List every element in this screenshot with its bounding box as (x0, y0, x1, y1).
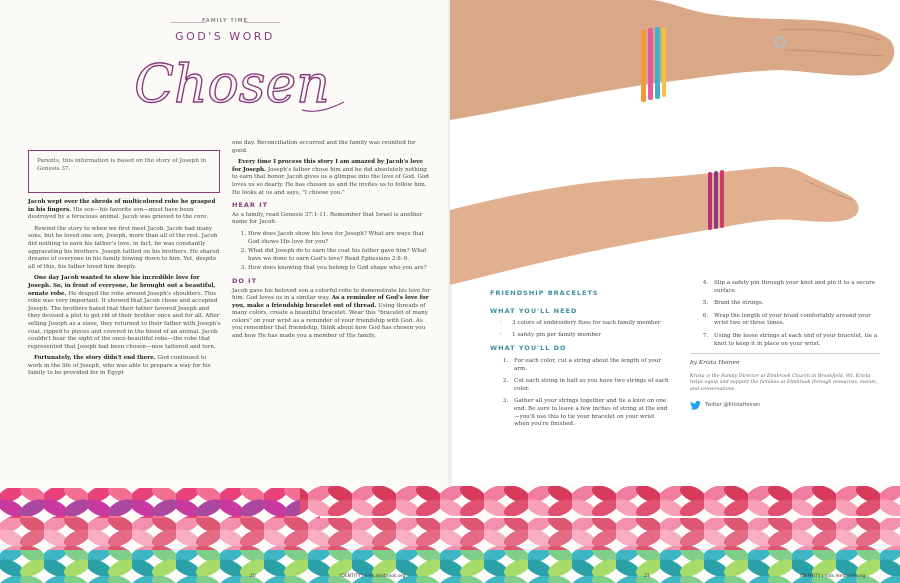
story-p1-text: His son—his favorite son—must have been destroyed by a ferocious animal. Jacob was grieved to the core. (28, 206, 209, 221)
adult-bracelet-yellow (662, 27, 666, 97)
author-bio: Krista is the Family Director at Elmbrook Church in Brookfield, WI. Krista helps equip and support the families at Elmbrook through resources, events, and conversations. (690, 373, 878, 392)
braid-teal-green (0, 550, 900, 583)
parent-note-callout: Parents, this information is based on the story of Joseph in Genesis 37. (28, 150, 220, 193)
twitter-handle: Twitter @KristaHeinen (705, 401, 761, 408)
step-item: 3. Gather all your strings together and tie a knot on one end. Be sure to leave a few inches of string at the end—you'll use this to tie your bracelet on your wrist when you're finished. (510, 398, 670, 428)
do-it-text (232, 288, 432, 341)
supply-item: · 3 colors of embroidery floss for each family member (500, 320, 670, 328)
chosen-title-text: Chosen (134, 55, 330, 115)
steps-list-part-2 (690, 280, 880, 348)
supply-item: · 1 safety pin per family member (500, 332, 670, 340)
story-paragraph-5: one day. Reconciliation occurred and the family was reunited for good. (232, 140, 416, 154)
do-it-text-bold: As a reminder of God's love for you, make a friendship bracelet out of thread. (232, 295, 429, 309)
step-item: 1. For each color, cut a string about the length of your arm. (510, 358, 670, 373)
step-item: 5. Braid the strings. (710, 300, 880, 308)
author-divider (690, 353, 880, 354)
steps-list-part-1 (490, 358, 670, 429)
story-p4-text: God continued to work in the life of Joseph, who was able to prepare a way for his family to be provided for in Egypt (28, 355, 211, 377)
braid-photo-strip (0, 486, 900, 583)
do-it-heading: DO IT (232, 276, 258, 285)
hear-it-heading: HEAR IT (232, 201, 269, 210)
step-item: 7. Using the loose strings at each end of your bracelet, tie a knot to keep it in place on your wrist. (710, 333, 880, 348)
hands-bracelets-photo (450, 0, 900, 285)
story-paragraph-4 (28, 355, 222, 378)
supplies-list (490, 320, 670, 339)
question-item: 2. What did Joseph do to earn the coat his father gave him? What have we done to earn God's love? Read Ephesians 2:8–9. (248, 248, 432, 263)
author-byline: by Krista Heinen (690, 360, 740, 367)
braid-coral (0, 518, 900, 550)
story-column-1 (28, 199, 222, 382)
story-paragraph-3 (28, 275, 222, 351)
do-it-text-1: Jacob gave his beloved son a colorful robe to demonstrate his love for him. God loves us in a similar way. (232, 287, 431, 302)
story-paragraph-2: Rewind the story to when we first meet Jacob. Jacob had many sons, but he loved one son, Joseph, more than all of the rest. Jacob did nothing to earn his father's love, in fact, he was constantly aggravating his brothers. Joseph tattled on his brothers. He shared dreams of everyone in his family bowing down to him. Yet, despite all of this, his father loved him deeply. (28, 225, 220, 270)
story-column-2 (232, 140, 432, 345)
hear-it-intro: As a family, read Genesis 37:1-11. Remember that Israel is another name for Jacob. (232, 211, 423, 226)
child-bracelet-magenta (708, 172, 712, 230)
step-item: 4. Slip a safety pin through your knot and pin it to a secure surface. (710, 280, 880, 295)
bracelet-instructions-column-1 (490, 290, 670, 434)
right-folio-text: IDENTITY | kids.elmbrook.org (800, 574, 866, 579)
bracelets-heading: FRIENDSHIP BRACELETS (490, 289, 599, 297)
story-paragraph-1 (28, 199, 222, 222)
story-p3-bold: One day Jacob wanted to show his incredible love for Joseph. So, in front of everyone, he brought out a beautiful, ornate robe. (28, 275, 216, 297)
section-label: FAMILY TIME (202, 18, 248, 24)
story-p3-text: He draped the robe around Joseph's shoulders. This robe was very important. It showed that Jacob chose and accepted Joseph. The brothers hated that their father favored Joseph and they devised a plot to get rid of their brother once and for all. After selling Joseph as a slave, they returned to their father with Joseph's coat, ripped to pieces and covered in the blood of an animal. Jacob couldn't bear the sight of the once-beautiful robe—the robe that represented that Joseph had been chosen—now tattered and torn. (28, 290, 221, 350)
do-heading: WHAT YOU'LL DO (490, 344, 567, 353)
story-p6-text: Joseph's father chose him and he did absolutely nothing to earn that honor. Jacob gives us a glimpse into the love of God. God loves us so dearly. He has chosen us and He invites us to follow him. He looks at us and says, "I choose you." (232, 166, 429, 196)
adult-bracelet-orange (641, 30, 646, 102)
story-p1-bold: Jacob wept over the shreds of multicolored robe he grasped in his fingers. (28, 199, 216, 213)
story-p6-bold: Every time I process this story I am amazed by Jacob's love for Joseph. (232, 159, 423, 173)
chosen-title (112, 52, 352, 122)
adult-bracelet-teal (655, 27, 660, 99)
section-title: GOD'S WORD (175, 30, 275, 43)
step-item: 2. Cut each string in half so you have two strings of each color. (510, 378, 670, 393)
bracelet-instructions-column-2 (690, 280, 880, 410)
left-page-number: 20 (250, 574, 256, 579)
child-bracelet-pink (720, 170, 724, 228)
right-page-number: 21 (644, 574, 650, 579)
braid-red-pink (300, 486, 900, 516)
braid-purple-pink (0, 488, 320, 518)
do-it-text-2: Using threads of many colors, create a beautiful bracelet. Wear this "bracelet of many colors" on your wrist as a reminder of your friendship with God. As you remember that friendship, think about how God has chosen you and how He has made you a member of His family. (232, 302, 428, 340)
twitter-icon (690, 401, 701, 410)
need-heading: WHAT YOU'LL NEED (490, 306, 578, 315)
hear-it-questions (232, 231, 432, 273)
adult-bracelet-pink (648, 28, 653, 100)
step-item: 6. Wrap the length of your braid comfortably around your wrist two or three times. (710, 313, 880, 328)
question-item: 3. How does knowing that you belong to God shape who you are? (248, 265, 432, 273)
child-bracelet-purple (714, 171, 718, 229)
left-folio-text: IDENTITY | kids.elmbrook.org (340, 574, 406, 579)
story-paragraph-6 (232, 159, 432, 197)
question-item: 1. How does Jacob show his love for Joseph? What are ways that God shows His love for you? (248, 231, 432, 246)
author-twitter[interactable] (690, 401, 880, 410)
story-p4-bold: Fortunately, the story didn't end there. (34, 355, 156, 362)
